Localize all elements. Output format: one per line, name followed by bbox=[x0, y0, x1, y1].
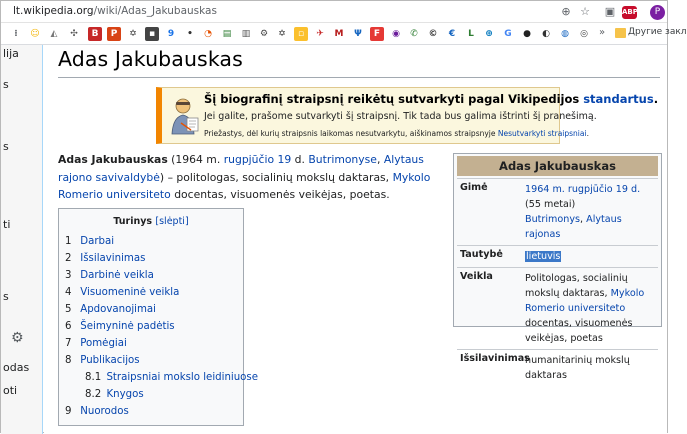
pinwheel-icon[interactable]: ✣ bbox=[70, 29, 78, 39]
lead-text: docentas, visuomenės veikėjas, poetas. bbox=[170, 188, 390, 201]
separator: , bbox=[580, 214, 587, 225]
toc-item-link[interactable]: Knygos bbox=[106, 389, 144, 400]
settings-gear-icon[interactable]: ⚙ bbox=[11, 330, 24, 346]
notice-reason-end: . bbox=[586, 129, 589, 138]
c-icon[interactable]: ◍ bbox=[561, 29, 569, 39]
lead-paragraph bbox=[58, 151, 448, 204]
sidebar-fragment[interactable]: s bbox=[3, 140, 9, 153]
toc-item-number: 9 bbox=[65, 406, 72, 417]
toc-item-link[interactable]: Darbinė veikla bbox=[80, 270, 154, 281]
address-bar[interactable] bbox=[1, 1, 667, 23]
toc-item-link[interactable]: Pomėgiai bbox=[80, 338, 127, 349]
circle-icon[interactable]: ● bbox=[523, 29, 531, 39]
notice-heading-end: . bbox=[653, 92, 659, 106]
globe-icon[interactable]: ⊕ bbox=[485, 29, 493, 39]
bookmark-b-icon[interactable]: B bbox=[88, 27, 102, 41]
infobox-title: Adas Jakubauskas bbox=[457, 156, 658, 176]
toc-item-link[interactable]: Straipsniai mokslo leidiniuose bbox=[106, 372, 258, 383]
toc-item[interactable] bbox=[65, 250, 237, 267]
notice-reason-text: Priežastys, dėl kurių straipsnis laikomas nesutvarkytu, aiškinamos straipsnyje bbox=[204, 129, 498, 138]
st-icon[interactable]: © bbox=[428, 29, 438, 39]
box-icon[interactable]: ▪ bbox=[145, 27, 159, 41]
toc-item-number: 8 bbox=[65, 355, 72, 366]
toc-item[interactable] bbox=[65, 233, 237, 250]
gear-bm-icon[interactable]: ⚙ bbox=[259, 29, 269, 39]
sphere-icon[interactable]: ◎ bbox=[580, 29, 588, 39]
extension-icon[interactable]: ▣ bbox=[604, 5, 616, 18]
page-title: Adas Jakubauskas bbox=[58, 47, 243, 71]
toc-toggle-button[interactable]: [slėpti] bbox=[155, 216, 189, 227]
district-link[interactable]: Alytaus rajonas bbox=[525, 214, 622, 240]
toc-item[interactable] bbox=[65, 301, 237, 318]
profile-avatar[interactable]: P bbox=[650, 5, 665, 20]
toc-item[interactable] bbox=[65, 352, 237, 369]
zoom-icon[interactable]: ⊕ bbox=[561, 5, 571, 18]
bookmark-star-icon[interactable]: ☆ bbox=[580, 5, 590, 18]
toc-item-link[interactable]: Nuorodos bbox=[80, 406, 129, 417]
toc-item[interactable] bbox=[65, 318, 237, 335]
infobox-label: Gimė bbox=[460, 182, 488, 193]
infobox-value: humanitarinių mokslų daktaras bbox=[525, 355, 630, 381]
reader-icon[interactable]: ⁝ bbox=[14, 29, 18, 39]
toc-item-link[interactable]: Apdovanojimai bbox=[80, 304, 157, 315]
url-path: /wiki/Adas_Jakubauskas bbox=[93, 5, 217, 17]
cleanup-notice bbox=[156, 87, 659, 144]
toc-title-text: Turinys bbox=[113, 216, 153, 227]
infobox-row-activity bbox=[457, 267, 658, 349]
l-icon[interactable]: L bbox=[468, 29, 474, 39]
more-bookmarks-icon[interactable]: » bbox=[599, 27, 606, 38]
lead-text: ) – politologas, socialinių mokslų daktaras, bbox=[159, 170, 393, 184]
toc-item-number: 6 bbox=[65, 321, 72, 332]
q-icon[interactable]: ◔ bbox=[204, 29, 212, 39]
birth-date-link[interactable]: 1964 m. rugpjūčio 19 d. bbox=[525, 184, 641, 195]
notice-text: Jei galite, prašome sutvarkyti šį straipsnį. Tik tada bus galima ištrinti šį pranešimą. bbox=[204, 111, 597, 122]
infobox-row-education bbox=[457, 349, 658, 386]
notice-heading bbox=[204, 92, 658, 106]
g-icon[interactable]: 9 bbox=[167, 29, 175, 39]
url-host: lt.wikipedia.org bbox=[13, 5, 94, 17]
lead-name: Adas Jakubauskas bbox=[58, 153, 168, 166]
toc-item[interactable] bbox=[65, 369, 258, 386]
sidebar-fragment[interactable]: s bbox=[3, 78, 9, 91]
wolf-icon[interactable]: ◭ bbox=[50, 29, 58, 39]
toc-item-number: 3 bbox=[65, 270, 72, 281]
infobox-row-birth bbox=[457, 178, 658, 245]
wiki-sidebar bbox=[1, 45, 43, 434]
note-icon[interactable]: ▫ bbox=[294, 27, 308, 41]
age-text: (55 metai) bbox=[525, 199, 576, 210]
toc-item-number: 8.2 bbox=[85, 389, 102, 400]
toc-item-number: 1 bbox=[65, 236, 72, 247]
toc-item[interactable] bbox=[65, 267, 237, 284]
bullet-icon[interactable]: • bbox=[187, 29, 193, 39]
sidebar-fragment[interactable]: odas bbox=[3, 361, 30, 374]
d-icon[interactable]: ▤ bbox=[222, 29, 232, 39]
smiley-icon[interactable]: ☺ bbox=[30, 29, 40, 39]
toc-item-number: 7 bbox=[65, 338, 72, 349]
toc-item-link[interactable]: Darbai bbox=[80, 236, 115, 247]
toc-item-number: 5 bbox=[65, 304, 72, 315]
infobox-value bbox=[525, 179, 658, 245]
birthplace-link[interactable]: Butrimonys bbox=[525, 214, 581, 225]
fire-icon[interactable]: F bbox=[370, 27, 384, 41]
infobox-label: Tautybė bbox=[460, 249, 503, 260]
sidebar-fragment[interactable]: ti bbox=[3, 218, 11, 231]
university-link[interactable]: Mykolo Romerio universiteto bbox=[525, 288, 645, 314]
standards-link[interactable]: standartus bbox=[583, 92, 654, 106]
star-of-david-2-icon[interactable]: ✡ bbox=[278, 29, 286, 39]
mx-icon[interactable]: M bbox=[334, 29, 344, 39]
ball-icon[interactable]: ◐ bbox=[542, 29, 550, 39]
date-link[interactable]: rugpjūčio 19 bbox=[223, 153, 292, 166]
menorah-icon[interactable]: Ψ bbox=[354, 29, 362, 39]
google-icon[interactable]: G bbox=[504, 29, 512, 39]
euro-icon[interactable]: € bbox=[448, 29, 456, 39]
municipality-link[interactable]: Alytaus rajono savivaldybė bbox=[58, 153, 424, 184]
activity-text: Politologas, socialinių mokslų daktaras, bbox=[525, 273, 628, 299]
toc-item-number: 8.1 bbox=[85, 372, 102, 383]
table-of-contents bbox=[58, 208, 258, 426]
folder-icon bbox=[615, 28, 626, 38]
star-of-david-icon[interactable]: ✡ bbox=[129, 29, 137, 39]
university-link[interactable]: Mykolo Romerio universiteto bbox=[58, 170, 431, 201]
bookmark-p-icon[interactable]: P bbox=[107, 27, 121, 41]
infobox-value bbox=[525, 246, 658, 267]
url-text[interactable] bbox=[13, 5, 217, 17]
lead-text: (1964 m. bbox=[167, 153, 224, 166]
title-divider bbox=[58, 77, 660, 78]
bars-icon[interactable]: ▥ bbox=[241, 29, 251, 39]
sidebar-fragment[interactable]: s bbox=[3, 290, 9, 303]
toc-item-link[interactable]: Šeimyninė padėtis bbox=[80, 321, 175, 332]
notice-reason bbox=[204, 129, 589, 138]
bookmarks-bar bbox=[1, 23, 687, 45]
adblock-icon[interactable]: ABP bbox=[622, 6, 637, 19]
toc-item[interactable] bbox=[65, 335, 237, 352]
dot-icon[interactable]: ◉ bbox=[392, 29, 400, 39]
lead-text: d. bbox=[291, 153, 309, 166]
toc-item-link[interactable]: Publikacijos bbox=[80, 355, 140, 366]
sidebar-fragment[interactable]: oti bbox=[3, 384, 18, 397]
infobox-value bbox=[525, 268, 658, 349]
plane-icon[interactable]: ✈ bbox=[316, 29, 324, 39]
infobox-row-nationality bbox=[457, 245, 658, 267]
unfinished-articles-link[interactable]: Nesutvarkyti straipsniai bbox=[497, 129, 587, 138]
infobox-label: Veikla bbox=[460, 271, 493, 282]
lead-text: , bbox=[376, 153, 384, 166]
toc-item[interactable] bbox=[65, 284, 237, 301]
article-content bbox=[44, 45, 667, 434]
whatsapp-icon[interactable]: ✆ bbox=[410, 29, 418, 39]
editor-person-icon bbox=[169, 97, 201, 135]
toc-title bbox=[65, 216, 237, 227]
activity-text: docentas, visuomenės veikėjas, poetas bbox=[525, 318, 633, 344]
toc-item-link[interactable]: Visuomeninė veikla bbox=[80, 287, 180, 298]
toc-item-number: 2 bbox=[65, 253, 72, 264]
birthplace-link[interactable]: Butrimonyse bbox=[308, 153, 377, 166]
infobox bbox=[453, 153, 662, 381]
sidebar-fragment[interactable]: lija bbox=[3, 47, 19, 60]
toc-list bbox=[65, 233, 258, 420]
toc-item-link[interactable]: Išsilavinimas bbox=[80, 253, 146, 264]
toc-item[interactable] bbox=[65, 386, 237, 403]
other-bookmarks[interactable]: Другие закл bbox=[628, 27, 687, 37]
infobox-label: Išsilavinimas bbox=[460, 353, 530, 364]
selected-text[interactable]: lietuvis bbox=[526, 251, 561, 262]
notice-heading-text: Šį biografinį straipsnį reikėtų sutvarkyti pagal Vikipedijos bbox=[204, 92, 584, 106]
toc-item-number: 4 bbox=[65, 287, 72, 298]
toc-item[interactable] bbox=[65, 403, 237, 420]
